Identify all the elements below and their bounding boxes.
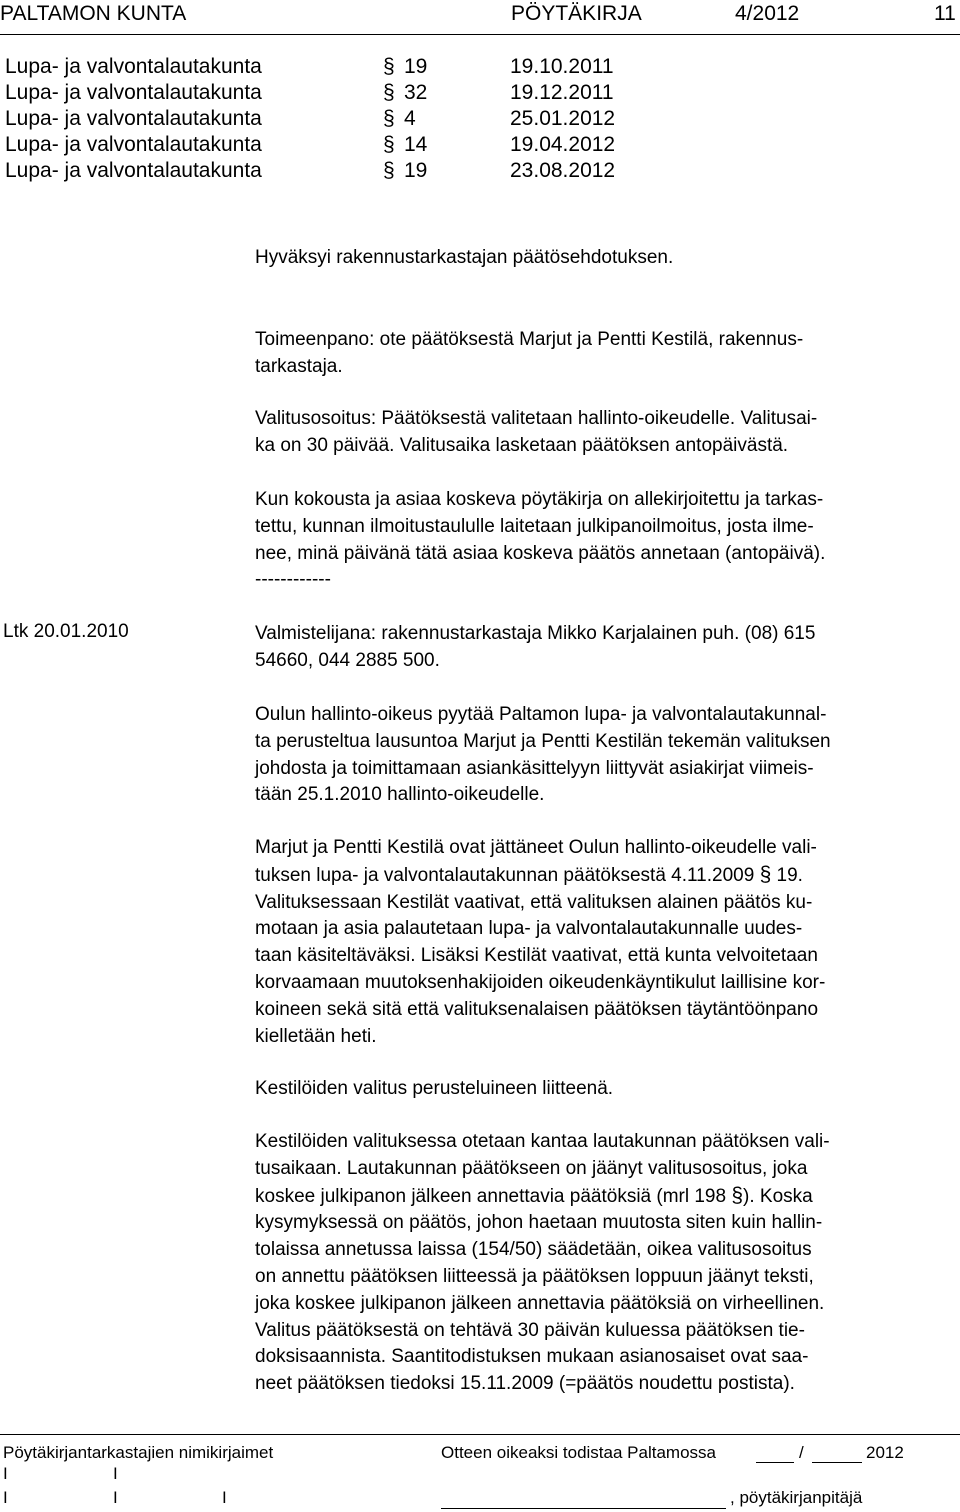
history-row-section: 19 (404, 55, 428, 78)
initials-separator: I (3, 1464, 8, 1483)
initials-separator: I (113, 1488, 118, 1507)
text-line: Kun kokousta ja asiaa koskeva pöytäkirja on allekirjoitettu ja tarkas- (255, 489, 824, 510)
text-line: doksisaannista. Saantitodistuksen mukaan asianosaiset ovat saa- (255, 1346, 809, 1368)
text-line: Oulun hallinto-oikeus pyytää Paltamon lupa- ja valvontalautakunnal- (255, 704, 827, 725)
meeting-date-label: Ltk 20.01.2010 (3, 621, 129, 642)
text-line: korvaamaan muutoksenhakijoiden oikeudenkäyntikulut laillisine kor- (255, 971, 826, 993)
history-row-body: Lupa- ja valvontalautakunta (5, 81, 262, 104)
text-line: Valitusosoitus: Päätöksestä valitetaan hallinto-oikeudelle. Valitusai- (255, 408, 818, 429)
section-symbol: § (383, 81, 395, 104)
section-symbol: § (383, 107, 395, 130)
text-line: joka koskee julkipanon jälkeen annettavia päätöksiä on virheellinen. (255, 1292, 825, 1314)
section-symbol: § (731, 1183, 744, 1207)
preparer-paragraph (255, 621, 955, 675)
history-row-section: 4 (404, 107, 416, 130)
history-row-date: 19.10.2011 (510, 55, 614, 78)
text-line: Kestilöiden valituksessa otetaan kantaa lautakunnan päätöksen vali- (255, 1131, 830, 1152)
text-line: tarkastaja. (255, 355, 343, 377)
section-symbol: § (759, 862, 772, 886)
text-line: tettu, kunnan ilmoitustaululle laitetaan julkipanoilmoitus, josta ilme- (255, 515, 814, 537)
text-line: neet päätöksen tiedoksi 15.11.2009 (=päätös noudettu postista). (255, 1373, 795, 1395)
header-org: PALTAMON KUNTA (0, 2, 187, 25)
history-row-body: Lupa- ja valvontalautakunta (5, 55, 262, 78)
text-line: taan käsiteltäväksi. Lisäksi Kestilät vaativat, että kunta velvoitetaan (255, 945, 818, 967)
history-row-section: 14 (404, 133, 428, 156)
text-line: kysymyksessä on päätös, johon haetaan muutosta siten kuin hallin- (255, 1212, 823, 1234)
header-rule (0, 34, 960, 35)
text-line: johdosta ja toimittamaan asiankäsittelyyn liittyvät asiakirjat viimeis- (255, 757, 814, 779)
initials-separator: I (222, 1488, 227, 1507)
footer-date-slash: / (799, 1443, 804, 1462)
history-row-date: 25.01.2012 (510, 107, 616, 130)
section-symbol: § (383, 159, 395, 182)
initials-separator: I (3, 1488, 8, 1507)
court-request-paragraph (255, 702, 955, 809)
text-line: koineen sekä sitä että valituksenalaisen päätöksen täytäntöönpano (255, 998, 819, 1020)
history-row-body: Lupa- ja valvontalautakunta (5, 133, 262, 156)
history-row-date: 19.04.2012 (510, 133, 616, 156)
text-line: Hyväksyi rakennustarkastajan päätösehdotuksen. (255, 247, 674, 268)
text-line: nee, minä päivänä tätä asiaa koskeva päätös annetaan (antopäivä). (255, 542, 826, 564)
text-line: Valmistelijana: rakennustarkastaja Mikko Karjalainen puh. (08) 615 (255, 623, 816, 644)
text-line: Kestilöiden valitus perusteluineen liitteenä. (255, 1078, 614, 1099)
text-line: tään 25.1.2010 hallinto-oikeudelle. (255, 784, 545, 806)
text-line: Marjut ja Pentti Kestilä ovat jättäneet Oulun hallinto-oikeudelle vali- (255, 837, 817, 858)
implementation-paragraph (255, 327, 955, 381)
footer-certification-label: Otteen oikeaksi todistaa Paltamossa (441, 1443, 716, 1462)
text-line: tolaissa annetussa laissa (154/50) säädetään, oikea valitusosoitus (255, 1239, 812, 1261)
text-line: ta perusteltua lausuntoa Marjut ja Pentti Kestilän tekemän valituksen (255, 730, 831, 752)
history-row-body: Lupa- ja valvontalautakunta (5, 107, 262, 130)
appeal-instructions-paragraph (255, 406, 955, 460)
history-row-date: 19.12.2011 (510, 81, 614, 104)
section-symbol: § (383, 55, 395, 78)
history-row-body: Lupa- ja valvontalautakunta (5, 159, 262, 182)
footer-year: 2012 (866, 1443, 904, 1462)
footer-inspectors-label: Pöytäkirjantarkastajien nimikirjaimet (3, 1443, 274, 1462)
section-symbol: § (383, 133, 395, 156)
day-blank-line (756, 1462, 794, 1463)
notice-paragraph (255, 487, 955, 594)
attachment-note (255, 1076, 955, 1103)
decision-paragraph (255, 245, 955, 272)
history-row-section: 19 (404, 159, 428, 182)
text-line: Toimeenpano: ote päätöksestä Marjut ja Pentti Kestilä, rakennus- (255, 329, 804, 350)
board-response-paragraph (255, 1129, 955, 1398)
header-doc-type: PÖYTÄKIRJA (511, 2, 642, 25)
footer-signer-role: , pöytäkirjanpitäjä (730, 1488, 863, 1507)
text-line: ka on 30 päivää. Valitusaika lasketaan päätöksen antopäivästä. (255, 434, 789, 456)
header-page-number: 11 (934, 2, 956, 25)
text-line: 54660, 044 2885 500. (255, 649, 440, 671)
signature-line (441, 1508, 726, 1509)
text-line: tuksen lupa- ja valvontalautakunnan päätöksestä 4.11.2009 § 19. (255, 862, 803, 886)
initials-separator: I (113, 1464, 118, 1483)
text-line: tusaikaan. Lautakunnan päätökseen on jäänyt valitusosoitus, joka (255, 1157, 808, 1179)
text-line: koskee julkipanon jälkeen annettavia päätöksiä (mrl 198 §). Koska (255, 1183, 813, 1207)
text-line: kielletään heti. (255, 1025, 377, 1047)
text-line: motaan ja asia palautetaan lupa- ja valvontalautakunnalle uudes- (255, 918, 803, 940)
footer-rule (0, 1434, 960, 1435)
text-line: on annettu päätöksen liitteessä ja päätöksen loppuun jäänyt teksti, (255, 1265, 814, 1287)
history-row-section: 32 (404, 81, 428, 104)
text-line: Valitus päätöksestä on tehtävä 30 päivän kuluessa päätöksen tie- (255, 1319, 805, 1341)
appeal-summary-paragraph (255, 835, 955, 1050)
history-row-date: 23.08.2012 (510, 159, 616, 182)
header-doc-number: 4/2012 (735, 2, 800, 25)
text-line: Valituksessaan Kestilät vaativat, että valituksen alainen päätös ku- (255, 891, 813, 913)
dashed-separator: ------------ (255, 569, 331, 591)
month-blank-line (812, 1462, 862, 1463)
